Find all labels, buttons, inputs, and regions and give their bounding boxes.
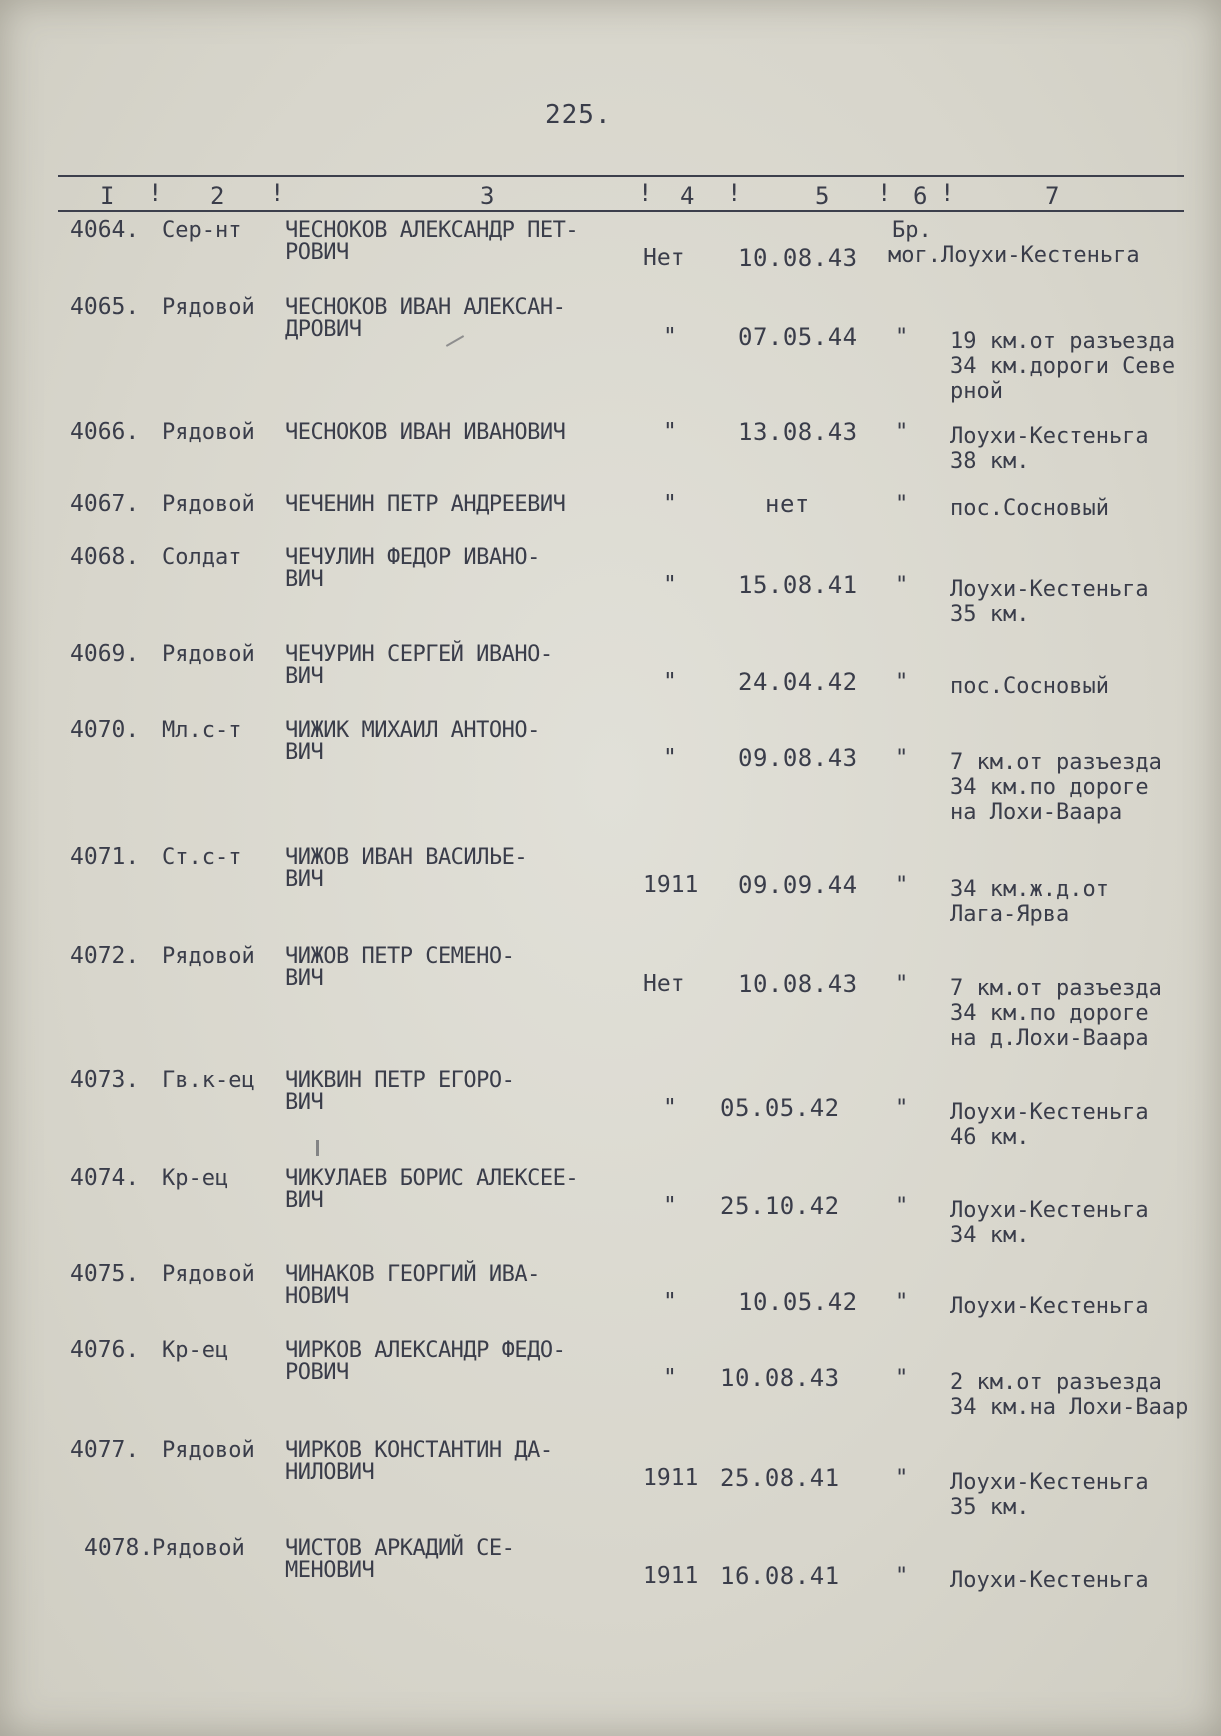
birth-year: " bbox=[663, 419, 677, 445]
column-header-3: 3 bbox=[480, 182, 495, 210]
full-name-line: ВИЧ bbox=[285, 867, 324, 892]
full-name-line: ВИЧ bbox=[285, 740, 324, 765]
column-separator: ! bbox=[940, 179, 955, 207]
military-rank: Кр-ец bbox=[162, 1166, 229, 1191]
full-name-line: ЧИЖОВ ПЕТР СЕМЕНО- bbox=[285, 944, 515, 969]
full-name-line: ЧИКВИН ПЕТР ЕГОРО- bbox=[285, 1068, 515, 1093]
burial-place-line: пос.Сосновый bbox=[950, 674, 1109, 699]
burial-type: " bbox=[895, 1466, 909, 1491]
full-name-line: ЧЕСНОКОВ ИВАН ИВАНОВИЧ bbox=[285, 420, 566, 445]
burial-type: " bbox=[895, 1366, 909, 1391]
full-name-line: РОВИЧ bbox=[285, 1360, 349, 1385]
birth-year: 1911 bbox=[643, 1465, 699, 1491]
full-name-line: ЧЕЧУЛИН ФЕДОР ИВАНО- bbox=[285, 545, 540, 570]
military-rank: Мл.с-т bbox=[162, 718, 242, 743]
full-name-line: ЧИРКОВ АЛЕКСАНДР ФЕДО- bbox=[285, 1338, 566, 1363]
death-date: 10.08.43 bbox=[720, 1364, 840, 1392]
full-name-line: ЧИКУЛАЕВ БОРИС АЛЕКСЕЕ- bbox=[285, 1166, 579, 1191]
burial-place-line: на д.Лохи-Ваара bbox=[950, 1026, 1149, 1051]
military-rank: Рядовой bbox=[162, 944, 255, 969]
death-date: 16.08.41 bbox=[720, 1562, 840, 1590]
death-date: 07.05.44 bbox=[738, 323, 858, 351]
birth-year: " bbox=[663, 1095, 677, 1121]
military-rank: Рядовой bbox=[162, 1262, 255, 1287]
death-date: 15.08.41 bbox=[738, 571, 858, 599]
burial-type: " bbox=[895, 1194, 909, 1219]
burial-place-line: Лоухи-Кестеньга bbox=[950, 1470, 1149, 1495]
column-separator: ! bbox=[727, 179, 742, 207]
military-rank: Сер-нт bbox=[162, 218, 242, 243]
birth-year: " bbox=[663, 1289, 677, 1315]
burial-place-line: 7 км.от разъезда bbox=[950, 976, 1162, 1001]
column-separator: ! bbox=[877, 179, 892, 207]
record-number: 4073. bbox=[70, 1067, 140, 1093]
burial-place-line: 7 км.от разъезда bbox=[950, 750, 1162, 775]
burial-type: " bbox=[895, 1290, 909, 1315]
burial-place-line: 34 км. bbox=[950, 1223, 1030, 1248]
burial-type: Бр. bbox=[892, 218, 932, 243]
column-header-2: 2 bbox=[210, 182, 225, 210]
burial-place-line: Лоухи-Кестеньга bbox=[950, 1198, 1149, 1223]
birth-year: " bbox=[663, 669, 677, 695]
record-number: 4067. bbox=[70, 491, 140, 517]
column-header-7: 7 bbox=[1045, 182, 1060, 210]
record-number: 4074. bbox=[70, 1165, 140, 1191]
pencil-mark bbox=[316, 1140, 319, 1156]
record-number: 4064. bbox=[70, 217, 140, 243]
burial-place-line: 34 км.по дороге bbox=[950, 1001, 1149, 1026]
column-separator: ! bbox=[638, 179, 653, 207]
column-header-6: 6 bbox=[913, 182, 928, 210]
record-number: 4075. bbox=[70, 1261, 140, 1287]
birth-year: " bbox=[663, 572, 677, 598]
burial-place-line: на Лохи-Ваара bbox=[950, 800, 1123, 825]
full-name-line: ВИЧ bbox=[285, 1090, 324, 1115]
full-name-line: ЧЕСНОКОВ АЛЕКСАНДР ПЕТ- bbox=[285, 218, 579, 243]
burial-place-line: 35 км. bbox=[950, 1495, 1030, 1520]
record-number: 4070. bbox=[70, 717, 140, 743]
birth-year: 1911 bbox=[643, 872, 699, 898]
column-header-5: 5 bbox=[815, 182, 830, 210]
death-date: 25.10.42 bbox=[720, 1192, 840, 1220]
military-rank: Рядовой bbox=[162, 492, 255, 517]
column-separator: ! bbox=[270, 179, 285, 207]
record-number: 4066. bbox=[70, 419, 140, 445]
full-name-line: НИЛОВИЧ bbox=[285, 1460, 375, 1485]
death-date: 13.08.43 bbox=[738, 418, 858, 446]
burial-type: " bbox=[895, 972, 909, 997]
header-top-rule bbox=[58, 175, 1184, 177]
burial-place-line: 34 км.по дороге bbox=[950, 775, 1149, 800]
full-name-line: МЕНОВИЧ bbox=[285, 1558, 375, 1583]
burial-place-line: пос.Сосновый bbox=[950, 496, 1109, 521]
burial-type: " bbox=[895, 1564, 909, 1589]
birth-year: " bbox=[663, 491, 677, 517]
burial-place-line: 34 км.ж.д.от bbox=[950, 877, 1109, 902]
full-name-line: НОВИЧ bbox=[285, 1284, 349, 1309]
military-rank: Гв.к-ец bbox=[162, 1068, 255, 1093]
birth-year: " bbox=[663, 1193, 677, 1219]
burial-type: " bbox=[895, 873, 909, 898]
column-header-4: 4 bbox=[680, 182, 695, 210]
death-date: 10.08.43 bbox=[738, 244, 858, 272]
birth-year: " bbox=[663, 1365, 677, 1391]
full-name-line: ЧЕЧЕНИН ПЕТР АНДРЕЕВИЧ bbox=[285, 492, 566, 517]
full-name-line: ВИЧ bbox=[285, 966, 324, 991]
death-date: 09.09.44 bbox=[738, 871, 858, 899]
full-name-line: ВИЧ bbox=[285, 567, 324, 592]
full-name-line: ВИЧ bbox=[285, 1188, 324, 1213]
full-name-line: ВИЧ bbox=[285, 664, 324, 689]
full-name-line: ЧИСТОВ АРКАДИЙ СЕ- bbox=[285, 1536, 515, 1561]
burial-place-line: мог.Лоухи-Кестеньга bbox=[888, 243, 1140, 268]
burial-place-line: 34 км.дороги Севе bbox=[950, 354, 1176, 379]
death-date: 10.08.43 bbox=[738, 970, 858, 998]
death-date: 24.04.42 bbox=[738, 668, 858, 696]
page-number: 225. bbox=[545, 100, 612, 130]
death-date: нет bbox=[765, 490, 810, 518]
burial-place-line: 19 км.от разъезда bbox=[950, 329, 1176, 354]
burial-type: " bbox=[895, 746, 909, 771]
birth-year: Нет bbox=[643, 245, 685, 271]
birth-year: " bbox=[663, 324, 677, 350]
record-number: 4069. bbox=[70, 641, 140, 667]
military-rank: Рядовой bbox=[162, 295, 255, 320]
burial-place-line: Лоухи-Кестеньга bbox=[950, 1294, 1149, 1319]
burial-type: " bbox=[895, 325, 909, 350]
burial-type: " bbox=[895, 1096, 909, 1121]
record-number: 4077. bbox=[70, 1437, 140, 1463]
death-date: 09.08.43 bbox=[738, 744, 858, 772]
record-number: 4076. bbox=[70, 1337, 140, 1363]
burial-place-line: Лоухи-Кестеньга bbox=[950, 1100, 1149, 1125]
pencil-mark bbox=[446, 335, 464, 347]
full-name-line: ДРОВИЧ bbox=[285, 317, 362, 342]
full-name-line: ЧИЖОВ ИВАН ВАСИЛЬЕ- bbox=[285, 845, 528, 870]
burial-place-line: 2 км.от разъезда bbox=[950, 1370, 1162, 1395]
military-rank: Кр-ец bbox=[162, 1338, 229, 1363]
military-rank: Рядовой bbox=[152, 1536, 245, 1561]
full-name-line: ЧИРКОВ КОНСТАНТИН ДА- bbox=[285, 1438, 553, 1463]
full-name-line: ЧИЖИК МИХАИЛ АНТОНО- bbox=[285, 718, 540, 743]
burial-place-line: 38 км. bbox=[950, 449, 1030, 474]
record-number: 4068. bbox=[70, 544, 140, 570]
death-date: 10.05.42 bbox=[738, 1288, 858, 1316]
full-name-line: ЧЕЧУРИН СЕРГЕЙ ИВАНО- bbox=[285, 642, 553, 667]
full-name-line: ЧЕСНОКОВ ИВАН АЛЕКСАН- bbox=[285, 295, 566, 320]
burial-place-line: Лоухи-Кестеньга bbox=[950, 1568, 1149, 1593]
burial-place-line: Лоухи-Кестеньга bbox=[950, 577, 1149, 602]
burial-type: " bbox=[895, 670, 909, 695]
birth-year: " bbox=[663, 745, 677, 771]
birth-year: 1911 bbox=[643, 1563, 699, 1589]
death-date: 25.08.41 bbox=[720, 1464, 840, 1492]
burial-place-line: Лоухи-Кестеньга bbox=[950, 424, 1149, 449]
burial-type: " bbox=[895, 573, 909, 598]
full-name-line: ЧИНАКОВ ГЕОРГИЙ ИВА- bbox=[285, 1262, 540, 1287]
header-bottom-rule bbox=[58, 210, 1184, 212]
burial-type: " bbox=[895, 420, 909, 445]
burial-place-line: рной bbox=[950, 379, 1003, 404]
military-rank: Ст.с-т bbox=[162, 845, 242, 870]
record-number: 4078. bbox=[84, 1535, 154, 1561]
record-number: 4065. bbox=[70, 294, 140, 320]
burial-place-line: 34 км.на Лохи-Ваар bbox=[950, 1395, 1189, 1420]
death-date: 05.05.42 bbox=[720, 1094, 840, 1122]
full-name-line: РОВИЧ bbox=[285, 240, 349, 265]
record-number: 4071. bbox=[70, 844, 140, 870]
burial-type: " bbox=[895, 492, 909, 517]
military-rank: Рядовой bbox=[162, 420, 255, 445]
burial-place-line: Лага-Ярва bbox=[950, 902, 1070, 927]
column-header-1: I bbox=[100, 182, 115, 210]
military-rank: Рядовой bbox=[162, 642, 255, 667]
record-number: 4072. bbox=[70, 943, 140, 969]
column-separator: ! bbox=[148, 179, 163, 207]
burial-place-line: 46 км. bbox=[950, 1125, 1030, 1150]
military-rank: Рядовой bbox=[162, 1438, 255, 1463]
burial-place-line: 35 км. bbox=[950, 602, 1030, 627]
birth-year: Нет bbox=[643, 971, 685, 997]
military-rank: Солдат bbox=[162, 545, 242, 570]
